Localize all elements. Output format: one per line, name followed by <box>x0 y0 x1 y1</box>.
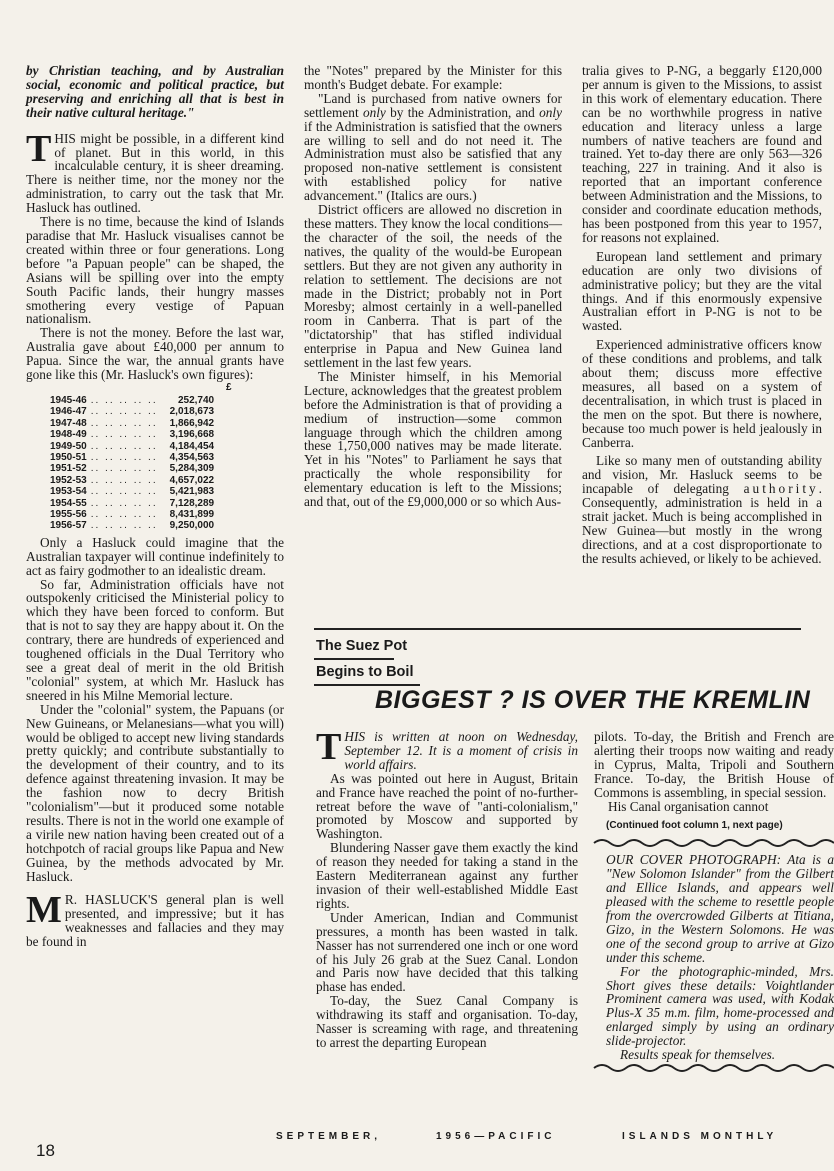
cover-caption: For the photographic-minded, Mrs. Short gives these details: Voightlander Prominent camera was used, with Kodak Plus-X 35 m.m. film, home-processed and enlarged simply by using an ordinary slide-projector. <box>606 963 834 1049</box>
drop-cap: T <box>26 127 52 170</box>
text-run: if the Administration is satisfied that the owners are willing to sell and do not need it. The Administration must also be satisfied that any proposed non-native settlement is consistent with established policy for native advancement." (Italics are ours.) <box>304 118 562 204</box>
grant-year: 1950-51 <box>50 451 87 463</box>
footer-month: SEPTEMBER, <box>276 1131 382 1142</box>
leader-dots: .. .. .. .. .. <box>90 429 158 441</box>
grant-value: 4,184,454 <box>169 440 215 452</box>
grant-row <box>48 441 216 452</box>
paragraph-text: HIS might be possible, in a different kind of planet. But in this world, in this incalculable century, it is sheer dreaming. There is neither time, nor the money nor the administration, to carry out the task that Mr. Hasluck has outlined. <box>26 130 284 216</box>
intro-italic: by Christian teaching, and by Australian social, economic and political practice, but preserving and enriching all that is best in their native cultural heritage." <box>26 63 284 120</box>
grant-year: 1951-52 <box>50 463 87 475</box>
page-number: 18 <box>36 1141 55 1160</box>
grant-year: 1955-56 <box>50 509 87 520</box>
leader-dots: .. .. .. .. .. <box>90 509 158 520</box>
leader-dots: .. .. .. .. .. <box>90 406 158 418</box>
paragraph: So far, Administration officials have not outspokenly criticised the Ministerial policy to which they have been forced to conform. But that is not to say they are happy about it. On the contrary, there are hundreds of experienced and toughened officials in the Dual Territory who see a great deal of merit in the old British "colonial" system, at which Mr. Hasluck has sneered in his Milne Memorial lecture. <box>26 576 284 703</box>
paragraph <box>582 454 822 565</box>
grant-row <box>48 475 216 486</box>
footer-title: ISLANDS MONTHLY <box>622 1131 778 1142</box>
grant-year: 1954-55 <box>50 497 87 509</box>
grant-value: 2,018,673 <box>169 406 215 418</box>
paragraph: tralia gives to P-NG, a beggarly £120,000 per annum is given to the Missions, to assist in this work of elementary education. There can be no worthwhile progress in native education and literacy unless a large numbers of native teachers are found and trained. Yet to-day there are only 563—326 teaching, 227 in training. And it also is reported that an important conference between Administration and the Missions, to consider and coordinate education methods, has been postponed from this year to 1957, for reasons not explained. <box>582 63 822 245</box>
column-1 <box>26 64 284 949</box>
grant-value: 7,128,289 <box>169 497 215 509</box>
paragraph-text: R. HASLUCK'S general plan is well presented, and impressive; but it has weaknesses and fallacies and they may be found in <box>26 892 284 950</box>
grant-row <box>48 395 216 406</box>
grant-year: 1953-54 <box>50 486 87 498</box>
paragraph <box>304 92 562 203</box>
grant-year: 1945-46 <box>50 394 87 406</box>
spaced-word: authority <box>743 481 819 497</box>
currency-symbol: £ <box>226 381 232 393</box>
divider <box>314 628 801 630</box>
column-2 <box>304 64 562 509</box>
grant-row <box>48 486 216 497</box>
grant-row <box>48 418 216 429</box>
leader-dots: .. .. .. .. .. <box>90 520 158 532</box>
grant-year: 1947-48 <box>50 417 87 429</box>
grant-year: 1946-47 <box>50 406 87 418</box>
grant-value: 3,196,668 <box>169 429 215 441</box>
paragraph <box>26 889 284 950</box>
paragraph: Under the "colonial" system, the Papuans (or New Guineans, or Melanesians—what you will) would be obliged to accept new living standards pretty quickly; and contribute substantially to the development of their country, and to its defence against threatening invasion. It may be the fashion now to decry British "colonialism"—but it produced some notable results. There is not in the world one example of a virile new nation having been created out of a hotchpotch of racial groups like Papua and New Guinea, by the methods advocated by Mr. Hasluck. <box>26 701 284 884</box>
paragraph: European land settlement and primary education are only two divisions of administrative policy; but they are the vital things. And if this enormously expensive Australian effort in P-NG is not to be wasted. <box>582 248 822 334</box>
text-run: Like so many men of outstanding ability and vision, Mr. Hasluck seems to be incapable of delegating <box>582 453 822 497</box>
text-run: "Land is purchased from native owners for settlement <box>304 90 562 120</box>
grant-value: 5,284,309 <box>169 463 215 475</box>
grant-year: 1949-50 <box>50 440 87 452</box>
grant-row <box>48 498 216 509</box>
headline: BIGGEST ? IS OVER THE KREMLIN <box>375 686 811 714</box>
italic-run: only <box>362 104 386 120</box>
wave-divider <box>594 837 834 849</box>
grants-table <box>48 395 216 532</box>
text-run: by the Administration, and <box>385 104 540 120</box>
grant-row <box>48 463 216 474</box>
paragraph <box>26 127 284 216</box>
leader-dots: .. .. .. .. .. <box>90 440 158 452</box>
grant-row <box>48 429 216 440</box>
suez-heading-line1: The Suez Pot <box>316 638 408 654</box>
leader-dots: .. .. .. .. .. <box>90 394 158 406</box>
paragraph: There is not the money. Before the last war, Australia gave about £40,000 per annum to Papua. Since the war, the annual grants have gone like this (Mr. Hasluck's own figures): <box>26 325 284 383</box>
footer-publication: 1956—PACIFIC <box>436 1131 556 1142</box>
column-3 <box>582 64 822 566</box>
drop-cap: T <box>316 726 342 768</box>
grant-value: 1,866,942 <box>169 417 215 429</box>
paragraph: Only a Hasluck could imagine that the Australian taxpayer will continue indefinitely to act as fairy godmother to an idealistic dream. <box>26 534 284 578</box>
drop-cap: M <box>26 889 62 932</box>
paragraph: the "Notes" prepared by the Minister for this month's Budget debate. For example: <box>304 63 562 92</box>
grant-value: 9,250,000 <box>169 520 215 532</box>
suez-heading-line2: Begins to Boil <box>316 664 414 680</box>
grant-row <box>48 452 216 463</box>
wave-divider <box>594 1062 834 1074</box>
cover-caption: Results speak for themselves. <box>620 1047 776 1063</box>
grant-value: 4,354,563 <box>169 451 215 463</box>
leader-dots: .. .. .. .. .. <box>90 486 158 498</box>
column-5 <box>594 729 834 1074</box>
grant-value: 252,740 <box>177 394 215 406</box>
leader-dots: .. .. .. .. .. <box>90 497 158 509</box>
grant-year: 1948-49 <box>50 429 87 441</box>
column-4 <box>316 726 578 1050</box>
grant-row <box>48 509 216 520</box>
paragraph: To-day, the Suez Canal Company is withdrawing its staff and organisation. To-day, Nasser is screaming with rage, and threatening to arrest the departing European <box>316 993 578 1050</box>
leader-dots: .. .. .. .. .. <box>90 474 158 486</box>
text-run: . Consequently, administration is held in a strait jacket. Much is being accomplished in New Guinea—but mostly in the wrong directions, and at a cost disproportionate to the results achieved, or likely to be achieved. <box>582 481 822 566</box>
paragraph-text: HIS is written at noon on Wednesday, September 12. It is a moment of crisis in world affairs. <box>344 729 578 772</box>
grant-value: 8,431,899 <box>169 509 215 520</box>
paragraph: His Canal organisation cannot <box>608 798 769 814</box>
leader-dots: .. .. .. .. .. <box>90 417 158 429</box>
paragraph: Experienced administrative officers know of these conditions and problems, and talk about them; discuss more effective measures, all based on a system of decentralisation, in which trust is placed in the men on the spot. But there is nowhere, because too much power is held jealously in Canberra. <box>582 337 822 450</box>
cover-caption: OUR COVER PHOTOGRAPH: Ata is a "New Solomon Islander" from the Gilbert and Ellice Islands, and appears well pleased with the scheme to resettle people from the overcrowded Gilberts at Titiana, Gizo, in the Western Solomons. He was one of the second group to arrive at Gizo under this scheme. <box>606 852 834 965</box>
grant-value: 4,657,022 <box>169 474 215 486</box>
divider <box>314 658 394 660</box>
italic-run: only <box>539 104 562 120</box>
grant-row <box>48 520 216 531</box>
intro-italic <box>316 726 578 772</box>
paragraph: Under American, Indian and Communist pressures, a month has been wasted in talk. Nasser has not surrendered one inch or one word of his July 26 grab at the Suez Canal. London and Paris now have decided that this talking phase has ended. <box>316 909 578 995</box>
paragraph: The Minister himself, in his Memorial Lecture, acknowledges that the greatest problem before the Administration is that of providing a medium of instruction—some common language through which the children among these 1,750,000 natives may be made literate. Yet in his "Notes" to Parliament he says that practically the whole responsibility for elementary education is left to the Missions; and that, out of the £9,000,000 or so which Aus- <box>304 368 562 510</box>
continued-note: (Continued foot column 1, next page) <box>606 820 783 832</box>
paragraph: District officers are allowed no discretion in these matters. They know the local conditions—the character of the soil, the needs of the natives, the quality of the would-be European settlers. But they are not given any authority in relation to settlement. The decisions are not made in the District; probably not in Port Moresby; almost certainly in a well-panelled room in Canberra. That is part of the "dictatorship" that has stifled individual enterprise in Papua and New Guinea land settlement in the last few years. <box>304 202 562 371</box>
paragraph: There is no time, because the kind of Islands paradise that Mr. Hasluck visualises cannot be created within three or four generations. Long before "a Papuan people" can be shaped, the Asians will be spilling over into the empty South Pacific lands, their hungry masses smothering every vestige of Papuan nationalism. <box>26 214 284 327</box>
leader-dots: .. .. .. .. .. <box>90 451 158 463</box>
paragraph: As was pointed out here in August, Britain and France have reached the point of no-further-retreat before the wave of "anti-colonialism," promoted by Moscow and supported by Washington. <box>316 770 578 842</box>
grant-value: 5,421,983 <box>169 486 215 498</box>
paragraph: pilots. To-day, the British and French are alerting their troops now waiting and ready in Cyprus, Malta, Tripoli and Southern France. To-day, the British House of Commons is assembling, in special session. <box>594 729 834 800</box>
grant-row <box>48 406 216 417</box>
grant-year: 1956-57 <box>50 520 87 532</box>
paragraph: Blundering Nasser gave them exactly the kind of reason they needed for taking a stand in the Eastern Mediterranean against any further invasion of their well-established Middle East rights. <box>316 840 578 911</box>
leader-dots: .. .. .. .. .. <box>90 463 158 475</box>
grant-year: 1952-53 <box>50 474 87 486</box>
